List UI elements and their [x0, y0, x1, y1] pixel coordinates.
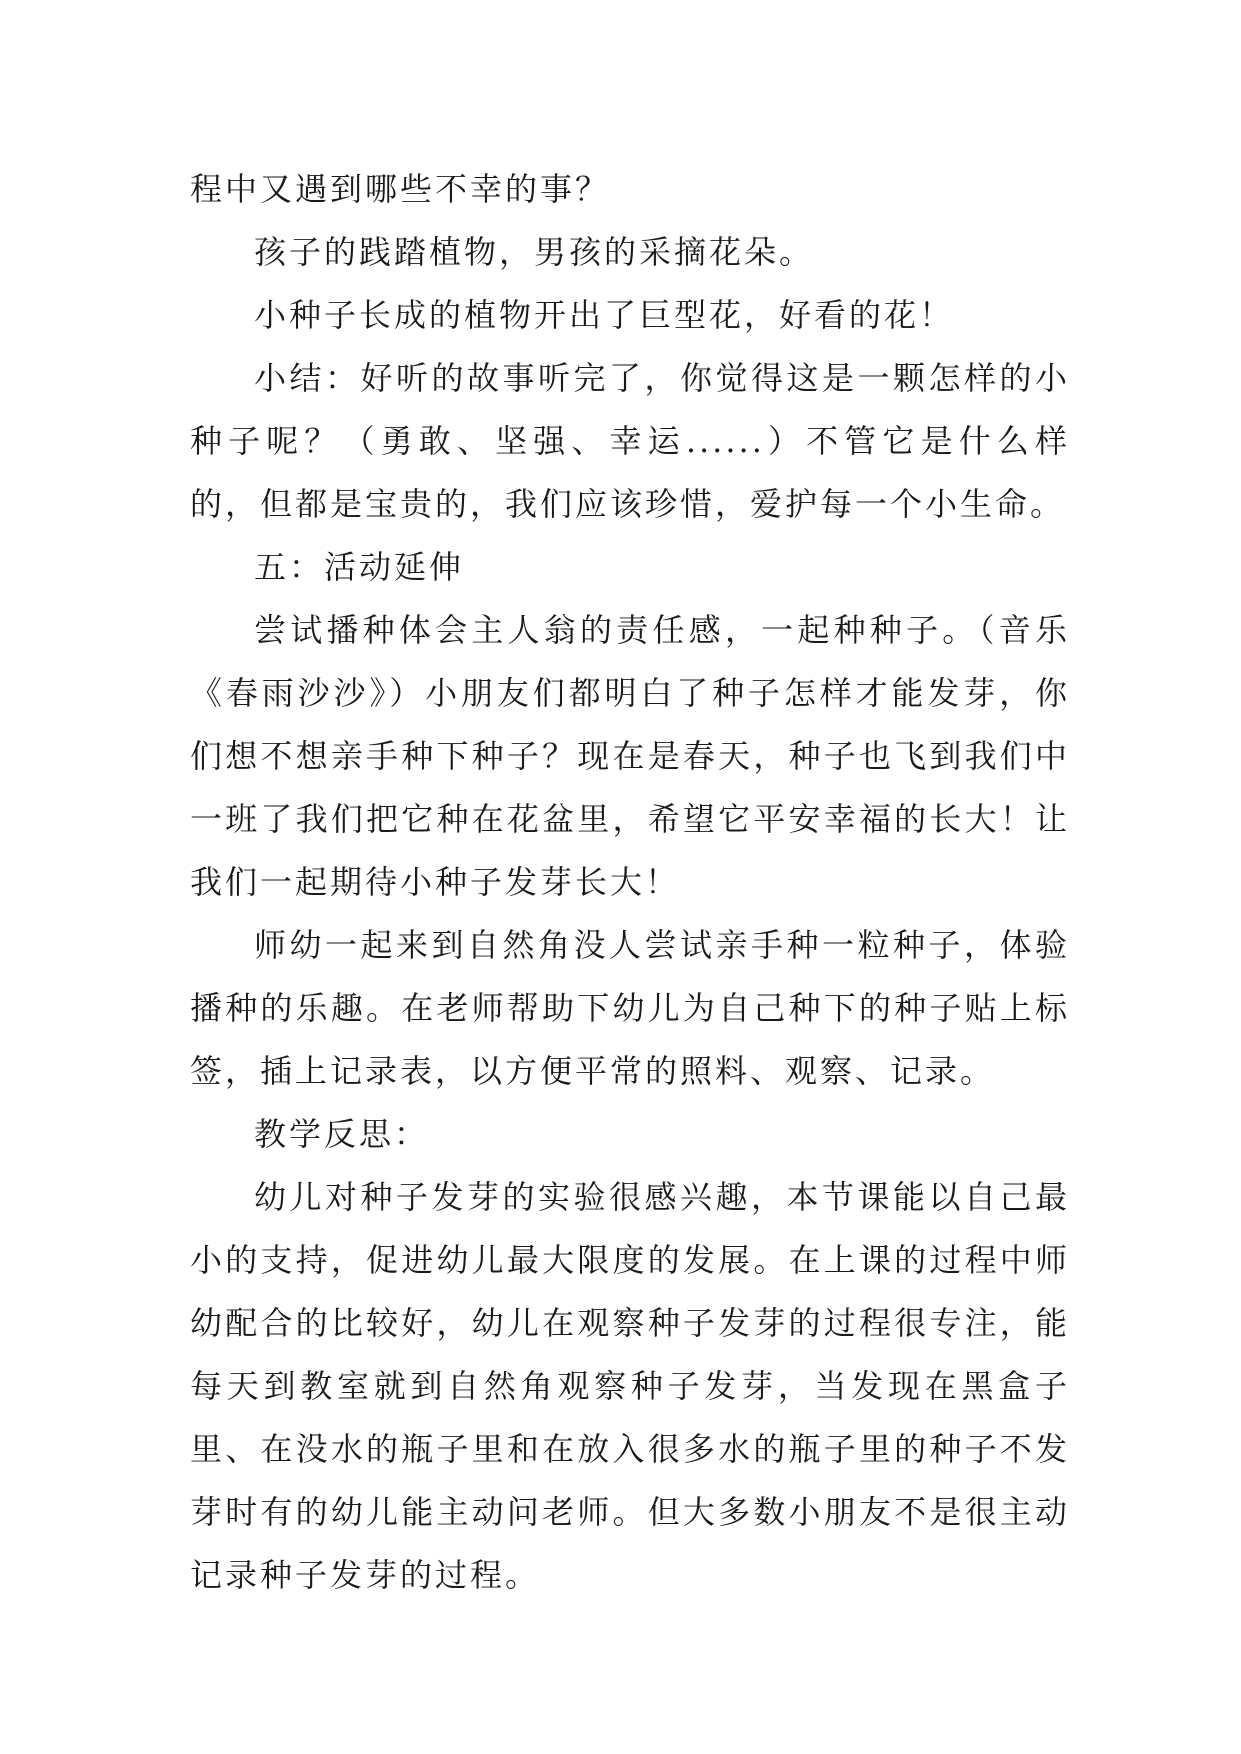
document-body [190, 158, 1070, 1607]
paragraph-giant-flower: 小种子长成的植物开出了巨型花，好看的花！ [254, 296, 955, 334]
paragraph-continuation: 程中又遇到哪些不幸的事？ [190, 170, 611, 208]
section-heading-reflection: 教学反思： [254, 1115, 430, 1153]
paragraph-story-events: 孩子的践踏植物，男孩的采摘花朵。 [254, 233, 815, 271]
paragraph-nature-corner: 师幼一起来到自然角没人尝试亲手种一粒种子，体验播种的乐趣。在老师帮助下幼儿为自己种下的种子贴上标签，插上记录表，以方便平常的照料、观察、记录。 [190, 926, 1070, 1090]
paragraph-summary: 小结：好听的故事听完了，你觉得这是一颗怎样的小种子呢？（勇敢、坚强、幸运......）不管它是什么样的，但都是宝贵的，我们应该珍惜，爱护每一个小生命。 [190, 359, 1070, 523]
paragraph-sowing: 尝试播种体会主人翁的责任感，一起种种子。（音乐《春雨沙沙》）小朋友们都明白了种子怎样才能发芽，你们想不想亲手种下种子？现在是春天，种子也飞到我们中一班了我们把它种在花盆里，希望它平安幸福的长大！让我们一起期待小种子发芽长大！ [190, 611, 1070, 901]
section-heading-activity-extension: 五：活动延伸 [254, 548, 465, 586]
paragraph-reflection: 幼儿对种子发芽的实验很感兴趣，本节课能以自己最小的支持，促进幼儿最大限度的发展。在上课的过程中师幼配合的比较好，幼儿在观察种子发芽的过程很专注，能每天到教室就到自然角观察种子发芽，当发现在黑盒子里、在没水的瓶子里和在放入很多水的瓶子里的种子不发芽时有的幼儿能主动问老师。但大多数小朋友不是很主动记录种子发芽的过程。 [190, 1178, 1070, 1594]
